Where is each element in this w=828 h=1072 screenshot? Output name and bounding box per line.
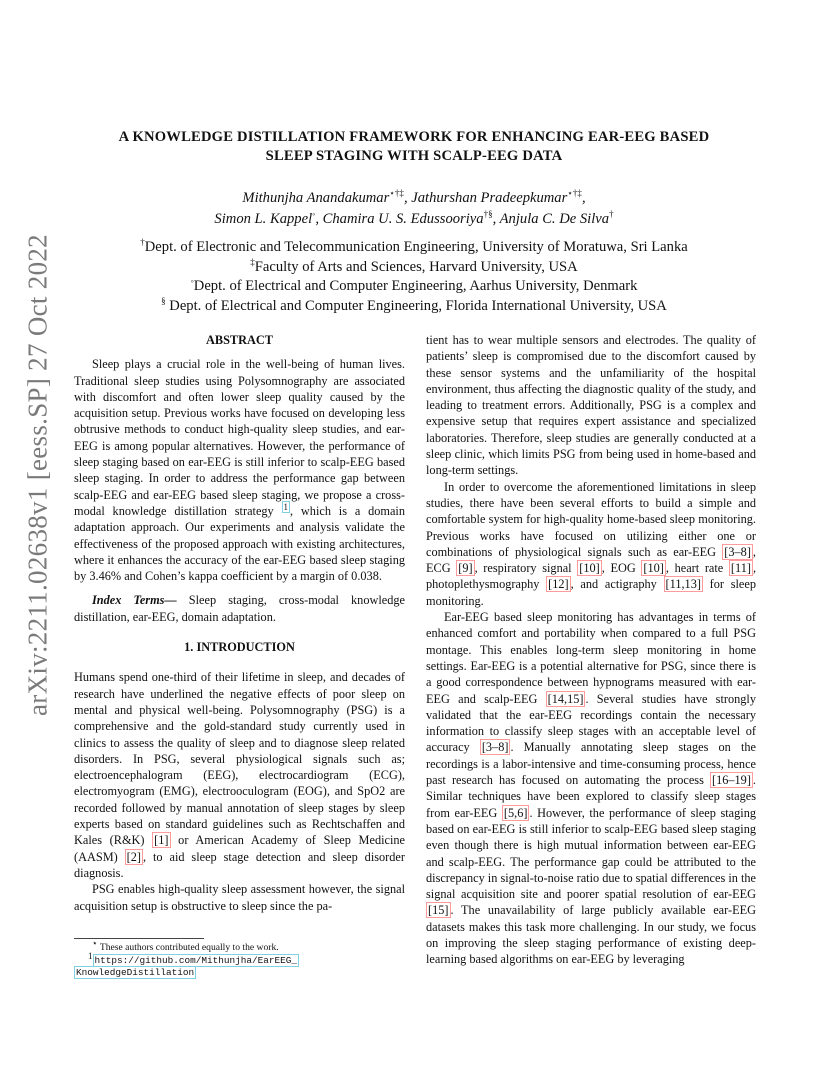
index-terms-label: Index Terms— <box>92 593 177 608</box>
citation-link[interactable]: [1] <box>154 833 169 848</box>
text-run: , heart rate <box>665 561 729 576</box>
citation-link[interactable]: [10] <box>643 561 664 576</box>
author-line-1: Mithunjha Anandakumar⋆†‡, Jathurshan Pradeepkumar⋆†‡, <box>242 188 586 206</box>
text-run: . The unavailability of large publicly available ear-EEG datasets makes this task more challenging. In our study, we focus on improving the sleep staging performance of existing deep-learning based algorithms on ear-EEG by leveraging <box>426 903 756 967</box>
text-run: , and actigraphy <box>570 577 664 592</box>
author-line-2: Simon L. Kappel◦, Chamira U. S. Edussooriya†§, Anjula C. De Silva† <box>214 209 614 227</box>
footnotes <box>74 938 405 980</box>
citation-link[interactable]: [3–8] <box>724 544 751 559</box>
affiliation <box>0 297 828 317</box>
paper-title <box>0 128 828 166</box>
citation-link[interactable]: [14,15] <box>547 691 584 706</box>
citation-link[interactable]: [15] <box>428 903 449 918</box>
citation-link[interactable]: [12] <box>548 577 569 592</box>
abstract-body <box>74 356 405 584</box>
affiliation <box>0 258 828 278</box>
affiliation-text: Dept. of Electrical and Computer Engineering, Florida International University, USA <box>165 297 667 314</box>
text-run: . Similar techniques have been explored to classify sleep stages from ear-EEG <box>426 773 756 820</box>
footnote-link[interactable]: 1 <box>283 501 289 512</box>
author-mark: † <box>609 209 614 220</box>
text-run: or American Academy of Sleep Medicine (AASM) <box>74 833 405 864</box>
affiliations <box>0 238 828 316</box>
text-run: . Manually annotating sleep stages on the recordings is a labor-intensive and time-consuming process, hence past research has focused on automating the process <box>426 740 756 788</box>
author-mark: †§ <box>483 209 493 220</box>
citation-link[interactable]: [11,13] <box>665 577 701 592</box>
author-mark: ⋆†‡ <box>567 188 582 199</box>
citation-link[interactable]: [16–19] <box>711 773 751 788</box>
arxiv-id: arXiv:2211.02638v1 [eess.SP] 27 Oct 2022 <box>22 234 53 716</box>
footnote-continuation <box>74 967 405 980</box>
text-run: , respiratory signal <box>474 561 578 576</box>
text-run: for sleep monitoring. <box>426 577 756 608</box>
text-run: . However, the performance of sleep staging based on ear-EEG is still inferior to scalp-EEG based sleep staging even though there is high mutual information between ear-EEG and scalp-EEG. The performance gap could be attributed to the discrepancy in signal-to-noise ratio due to spatial differences in the signal acquisition site and poorer spatial resolution of ear-EEG <box>426 805 756 902</box>
affiliation-mark: ‡ <box>250 256 255 267</box>
affiliation-text: Dept. of Electrical and Computer Engineering, Aarhus University, Denmark <box>193 278 638 294</box>
text-run: . Several studies have strongly validated that the ear-EEG recordings contain the necessary information to classify sleep stages with an acceptable level of accuracy <box>426 691 756 755</box>
author-name: Jathurshan Pradeepkumar <box>411 190 568 206</box>
index-terms <box>74 592 405 625</box>
text-run: Humans spend one-third of their lifetime in sleep, and decades of research have underlined the negative effects of poor sleep on mental and physical well-being. Polysomnography (PSG) is a comprehensive and the gold-standard study currently used in clinics to assess the quality of sleep and to diagnose sleep related disorders. In PSG, several physiological signals such as; electroencephalogram (EEG), electrocardiogram (ECG), electromyogram (EMG), electrooculogram (EOG), and SpO2 are recorded followed by manual annotation of sleep stages by sleep experts based on standard guidelines such as Rechtschaffen and Kales (R&K) <box>74 670 405 848</box>
text-run: , photoplethysmography <box>426 561 757 592</box>
text-run: In order to overcome the aforementioned limitations in sleep studies, there have been several efforts to build a simple and comfortable system for high-quality home-based sleep monitoring. Previous works have focused on utilizing either one or combinations of physiological signals such as ear-EEG <box>426 479 756 559</box>
author-mark: ◦ <box>312 209 316 220</box>
index-terms-text: Sleep staging, cross-modal knowledge distillation, ear-EEG, domain adaptation. <box>74 593 405 624</box>
repository-link[interactable]: KnowledgeDistillation <box>76 967 195 978</box>
footnote-mark: 1 <box>88 950 93 961</box>
text-run: , to aid sleep stage detection and sleep disorder diagnosis. <box>74 849 405 880</box>
body-paragraph <box>426 609 756 968</box>
repository-link[interactable]: https://github.com/Mithunjha/EarEEG_ <box>94 954 298 966</box>
affiliation <box>0 277 828 297</box>
text-run: , EOG <box>601 561 642 576</box>
section-heading: 1. INTRODUCTION <box>184 640 295 655</box>
citation-link[interactable]: [5,6] <box>503 805 528 820</box>
affiliation-mark: § <box>161 295 166 306</box>
footnote-mark: ⋆ <box>92 937 98 948</box>
left-column <box>74 332 405 914</box>
intro-paragraph: PSG enables high-quality sleep assessment however, the signal acquisition setup is obstructive to sleep since the pa- <box>74 882 405 913</box>
author-mark: ⋆†‡ <box>389 188 404 199</box>
author-list <box>0 188 828 230</box>
footnote <box>74 937 405 955</box>
abstract-heading: ABSTRACT <box>206 333 273 347</box>
body-paragraph <box>426 479 756 609</box>
text-run: , ECG <box>426 544 756 576</box>
affiliation-text: Faculty of Arts and Sciences, Harvard University, USA <box>254 258 578 275</box>
affiliation-mark: ◦ <box>190 276 194 287</box>
text-run: Ear-EEG based sleep monitoring has advantages in terms of enhanced comfort and portability when compared to a full PSG montage. This enables long-term sleep monitoring in home settings. Ear-EEG is a potential alternative for PSG, since there is a good correspondence between hypnograms measured with ear-EEG and scalp-EEG <box>426 610 756 706</box>
author-name: Anjula C. De Silva <box>499 211 610 227</box>
intro-paragraph <box>74 669 405 881</box>
citation-link[interactable]: [3–8] <box>481 740 509 755</box>
abstract-text: Sleep plays a crucial role in the well-being of human lives. Traditional sleep studies using Polysomnography are associated with discomfort and often lower sleep quality caused by the acquisition setup. Previous works have focused on developing less obtrusive methods to conduct high-quality sleep studies, and ear-EEG is among popular alternatives. However, the performance of sleep staging based on ear-EEG is still inferior to scalp-EEG based sleep staging. In order to address the performance gap between scalp-EEG and ear-EEG based sleep staging, we propose a cross-modal knowledge distillation strategy <box>74 357 405 518</box>
affiliation-mark: † <box>140 237 145 248</box>
author-name: Chamira U. S. Edussooriya <box>322 211 484 227</box>
citation-link[interactable]: [11] <box>730 561 751 576</box>
body-paragraph: tient has to wear multiple sensors and electrodes. The quality of patients’ sleep is compromised due to the discomfort caused by these sensor systems and the unfamiliarity of the hospital environment, thus affecting the diagnostic quality of the study, and leading to treatment errors. Additionally, PSG is a complex and expensive setup that requires expert assistance and specialized laboratories. Therefore, sleep studies are generally conducted at a sleep clinic, which limits PSG from being used in home-based and long-term settings. <box>426 333 756 478</box>
right-column <box>426 332 756 968</box>
title-line-2: SLEEP STAGING WITH SCALP-EEG DATA <box>265 148 563 164</box>
author-name: Mithunjha Anandakumar <box>242 190 390 206</box>
affiliation-text: Dept. of Electronic and Telecommunication Engineering, University of Moratuwa, Sri Lanka <box>144 239 688 255</box>
author-name: Simon L. Kappel <box>214 211 313 227</box>
abstract-text: , which is a domain adaptation approach. Our experiments and analysis validate the effectiveness of the proposed approach with existing architectures, where it enhances the accuracy of the ear-EEG based sleep staging by 3.46% and Cohen’s kappa coefficient by a margin of 0.038. <box>74 503 405 584</box>
citation-link[interactable]: [9] <box>458 561 473 576</box>
title-line-1: A KNOWLEDGE DISTILLATION FRAMEWORK FOR ENHANCING EAR-EEG BASED <box>118 129 710 145</box>
citation-link[interactable]: [10] <box>579 561 600 576</box>
arxiv-stamp <box>18 234 58 716</box>
citation-link[interactable]: [2] <box>126 849 141 864</box>
footnote-text: These authors contributed equally to the work. <box>97 942 279 953</box>
affiliation <box>0 238 828 258</box>
